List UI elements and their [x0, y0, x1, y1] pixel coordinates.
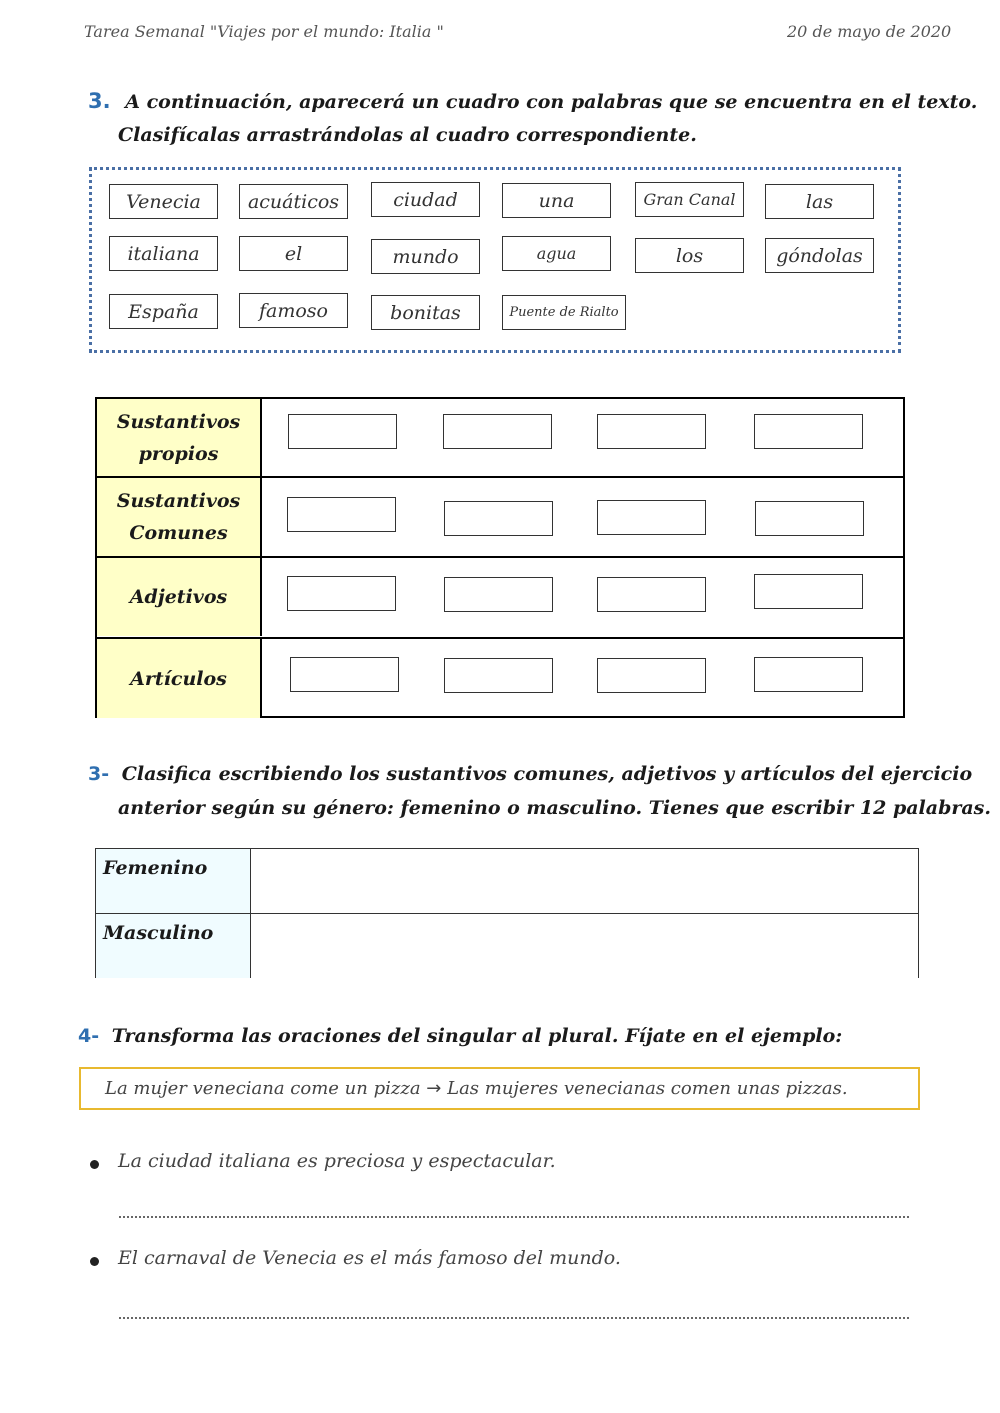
- header-title: Tarea Semanal "Viajes por el mundo: Italia ": [84, 22, 444, 41]
- row-label-femenino: Femenino: [96, 849, 251, 913]
- exercise-4-instructions: [78, 1019, 842, 1053]
- sentence-2: El carnaval de Venecia es el más famoso del mundo.: [118, 1247, 621, 1269]
- header-date: 20 de mayo de 2020: [787, 22, 952, 41]
- category-label: Sustantivos propios: [97, 399, 262, 477]
- drop-target[interactable]: [754, 574, 863, 609]
- draggable-word[interactable]: Venecia: [109, 184, 218, 219]
- exercise-number: 4-: [78, 1025, 100, 1047]
- drop-target[interactable]: [597, 658, 706, 693]
- drop-target[interactable]: [290, 657, 399, 692]
- word-bank: [89, 167, 901, 353]
- drop-target[interactable]: [288, 414, 397, 449]
- sentence-1: La ciudad italiana es preciosa y espectacular.: [118, 1150, 556, 1172]
- exercise-number: 3.: [88, 89, 111, 113]
- example-plural: Las mujeres venecianas comen unas pizzas.: [447, 1078, 848, 1099]
- draggable-word[interactable]: bonitas: [371, 295, 480, 330]
- bullet-icon: [90, 1160, 99, 1169]
- classification-grid: [95, 397, 905, 718]
- draggable-word[interactable]: Gran Canal: [635, 182, 744, 217]
- drop-target[interactable]: [597, 500, 706, 535]
- gender-table: [95, 848, 919, 978]
- draggable-word[interactable]: agua: [502, 236, 611, 271]
- answer-line-2[interactable]: [119, 1317, 909, 1319]
- row-label-masculino: Masculino: [96, 914, 251, 978]
- drop-target[interactable]: [754, 657, 863, 692]
- exercise-3a-instructions: [88, 84, 977, 119]
- draggable-word[interactable]: una: [502, 183, 611, 218]
- example-box: [79, 1067, 920, 1110]
- instruction-line: Clasifica escribiendo los sustantivos comunes, adjetivos y artículos del ejercicio: [121, 763, 973, 785]
- draggable-word[interactable]: las: [765, 184, 874, 219]
- category-label: Sustantivos Comunes: [97, 478, 262, 556]
- drop-target[interactable]: [443, 414, 552, 449]
- draggable-word[interactable]: mundo: [371, 239, 480, 274]
- masculino-input[interactable]: [251, 914, 918, 978]
- draggable-word[interactable]: España: [109, 294, 218, 329]
- arrow-icon: →: [426, 1078, 442, 1099]
- category-label: Artículos: [97, 639, 262, 718]
- draggable-word[interactable]: famoso: [239, 293, 348, 328]
- instruction-line: anterior según su género: femenino o masculino. Tienes que escribir 12 palabras.: [118, 797, 991, 819]
- bullet-icon: [90, 1257, 99, 1266]
- draggable-word[interactable]: el: [239, 236, 348, 271]
- drop-target[interactable]: [597, 577, 706, 612]
- draggable-word[interactable]: italiana: [109, 236, 218, 271]
- drop-target[interactable]: [287, 497, 396, 532]
- draggable-word[interactable]: góndolas: [765, 238, 874, 273]
- example-singular: La mujer veneciana come un pizza: [105, 1078, 421, 1099]
- instruction-line: Transforma las oraciones del singular al plural. Fíjate en el ejemplo:: [111, 1025, 843, 1047]
- instruction-line: Clasifícalas arrastrándolas al cuadro correspondiente.: [118, 124, 697, 146]
- draggable-word[interactable]: acuáticos: [239, 184, 348, 219]
- drop-target[interactable]: [287, 576, 396, 611]
- exercise-3b-instructions: [88, 757, 972, 791]
- draggable-word[interactable]: los: [635, 238, 744, 273]
- answer-line-1[interactable]: [119, 1216, 909, 1218]
- drop-target[interactable]: [444, 577, 553, 612]
- category-label: Adjetivos: [97, 558, 262, 636]
- draggable-word[interactable]: Puente de Rialto: [502, 295, 626, 330]
- drop-target[interactable]: [755, 501, 864, 536]
- instruction-line: A continuación, aparecerá un cuadro con palabras que se encuentra en el texto.: [125, 91, 978, 113]
- drop-target[interactable]: [597, 414, 706, 449]
- drop-target[interactable]: [444, 658, 553, 693]
- draggable-word[interactable]: ciudad: [371, 182, 480, 217]
- exercise-number: 3-: [88, 763, 110, 785]
- drop-target[interactable]: [754, 414, 863, 449]
- drop-target[interactable]: [444, 501, 553, 536]
- femenino-input[interactable]: [251, 849, 918, 913]
